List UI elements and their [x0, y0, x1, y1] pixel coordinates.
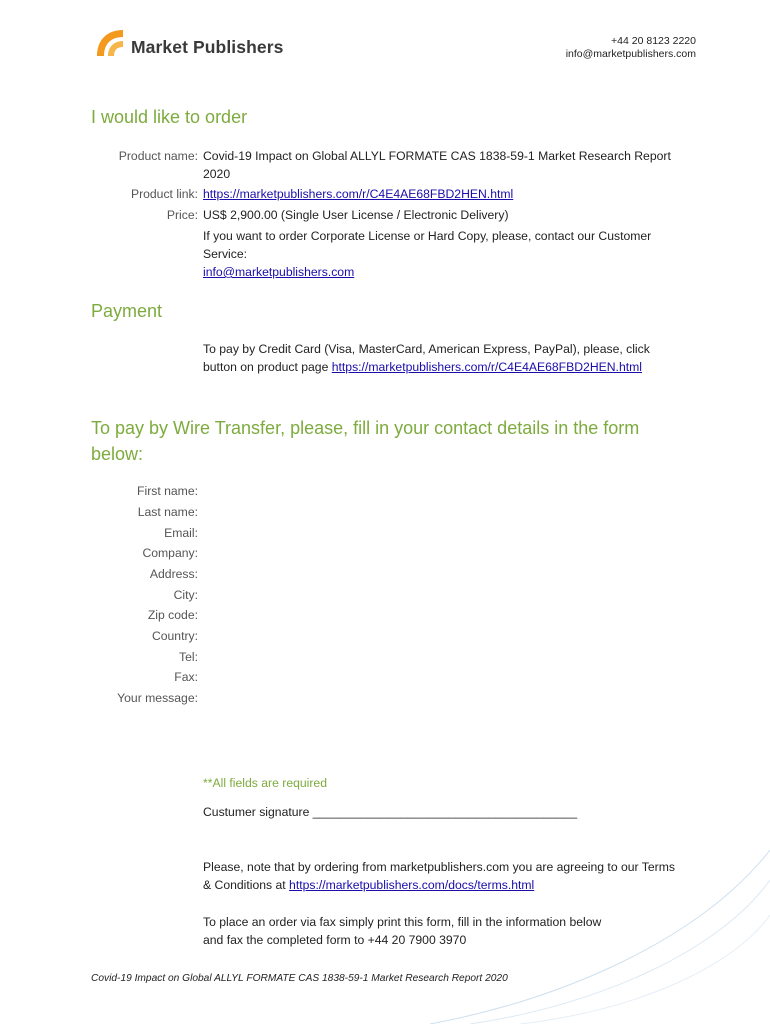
- payment-text-line2: button on product page: [203, 360, 332, 374]
- order-note-line2: Service:: [203, 247, 248, 261]
- signature-label: Custumer signature: [203, 805, 310, 819]
- field-zip-code-label: Zip code:: [147, 608, 198, 622]
- signature-line[interactable]: _______________________________________: [312, 805, 578, 819]
- footer-report-title: Covid-19 Impact on Global ALLYL FORMATE CAS 1838-59-1 Market Research Report 2020: [91, 973, 508, 984]
- header-phone: +44 20 8123 2220: [611, 35, 696, 47]
- header-contact: [566, 35, 696, 61]
- brand-name: Market Publishers: [131, 37, 284, 57]
- product-name-line2: 2020: [203, 167, 231, 181]
- field-tel-label: Tel:: [179, 650, 198, 664]
- product-link[interactable]: https://marketpublishers.com/r/C4E4AE68FBD2HEN.html: [203, 187, 514, 201]
- logo-icon: [95, 28, 127, 58]
- product-name-label: Product name:: [118, 149, 198, 163]
- header-email[interactable]: info@marketpublishers.com: [565, 48, 696, 60]
- order-note-line1: If you want to order Corporate License or Hard Copy, please, contact our Customer: [203, 229, 652, 243]
- payment-heading: Payment: [91, 301, 163, 321]
- field-message-label: Your message:: [117, 691, 198, 705]
- price-label: Price:: [166, 208, 198, 222]
- product-link-label: Product link:: [130, 187, 198, 201]
- fax-line1: To place an order via fax simply print this form, fill in the information below: [203, 915, 602, 929]
- order-heading: I would like to order: [91, 107, 248, 127]
- fax-line2: and fax the completed form to +44 20 7900 3970: [203, 933, 467, 947]
- price-value: US$ 2,900.00 (Single User License / Electronic Delivery): [203, 208, 509, 222]
- wire-heading-line2: below:: [91, 444, 144, 464]
- field-address-label: Address:: [149, 567, 198, 581]
- field-country-label: Country:: [151, 629, 198, 643]
- product-name-line1: Covid-19 Impact on Global ALLYL FORMATE CAS 1838-59-1 Market Research Report: [203, 149, 671, 163]
- field-fax-label: Fax:: [174, 670, 198, 684]
- payment-text-line1: To pay by Credit Card (Visa, MasterCard, American Express, PayPal), please, click: [203, 342, 650, 356]
- brand-logo[interactable]: [95, 28, 305, 62]
- field-last-name-label: Last name:: [137, 505, 198, 519]
- order-note-email[interactable]: info@marketpublishers.com: [203, 265, 355, 279]
- field-first-name-label: First name:: [137, 484, 198, 498]
- payment-product-link[interactable]: https://marketpublishers.com/r/C4E4AE68FBD2HEN.html: [331, 360, 642, 374]
- terms-line1: Please, note that by ordering from marketpublishers.com you are agreeing to our Terms: [203, 860, 675, 874]
- field-company-label: Company:: [142, 546, 198, 560]
- wire-heading-line1: To pay by Wire Transfer, please, fill in your contact details in the form: [91, 418, 640, 438]
- terms-line2: & Conditions at: [203, 878, 290, 892]
- terms-link[interactable]: https://marketpublishers.com/docs/terms.html: [289, 878, 535, 892]
- field-email-label: Email:: [164, 526, 198, 540]
- required-note: **All fields are required: [203, 776, 327, 790]
- field-city-label: City:: [173, 588, 198, 602]
